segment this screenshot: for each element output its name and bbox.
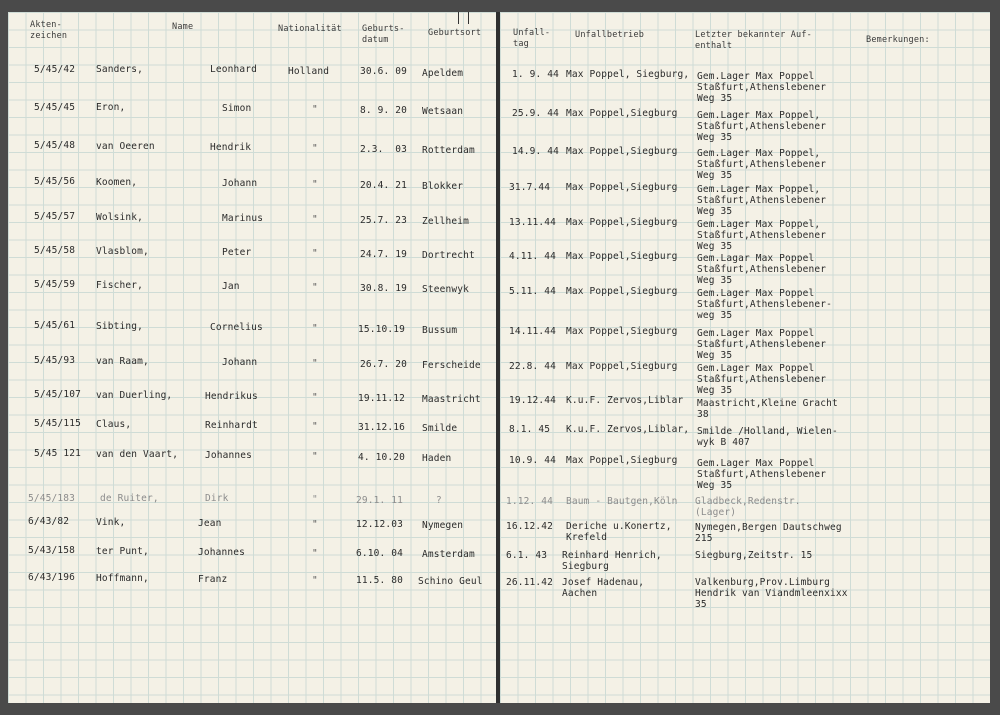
first-name: Peter bbox=[222, 247, 252, 258]
nationality: " bbox=[312, 248, 318, 259]
accident-date: 14.11.44 bbox=[509, 326, 556, 337]
last-address: Valkenburg,Prov.Limburg Hendrik van Viandmleenxixx 35 bbox=[695, 577, 848, 610]
first-name: Hendrik bbox=[210, 142, 252, 153]
accident-firm: K.u.F. Zervos,Liblar, bbox=[566, 424, 690, 435]
nationality: " bbox=[312, 358, 318, 369]
last-address: Gem.Lager Max Poppel, Staßfurt,Athenslebener Weg 35 bbox=[697, 184, 827, 217]
accident-date: 14.9. 44 bbox=[512, 146, 559, 157]
surname: van Raam, bbox=[96, 356, 149, 367]
header-aktenzeichen: Akten- zeichen bbox=[30, 20, 68, 41]
nationality: " bbox=[312, 214, 318, 225]
accident-date: 19.12.44 bbox=[509, 395, 556, 406]
nationality: " bbox=[312, 519, 318, 530]
nationality: " bbox=[312, 323, 318, 334]
surname: de Ruiter, bbox=[100, 493, 159, 504]
last-address: Gem.Lager Max Poppel Staßfurt,Athenslebener- weg 35 bbox=[697, 288, 832, 321]
accident-firm: Max Poppel,Siegburg bbox=[566, 108, 678, 119]
accident-date: 13.11.44 bbox=[509, 217, 556, 228]
surname: van Duerling, bbox=[96, 390, 173, 401]
fold-mark bbox=[458, 12, 459, 24]
birth-date: 30.6. 09 bbox=[360, 66, 407, 77]
last-address: Gem.Lager Max Poppel, Staßfurt,Athenslebener Weg 35 bbox=[697, 110, 827, 143]
last-address: Smilde /Holland, Wielen- wyk B 407 bbox=[697, 426, 838, 448]
nationality: " bbox=[312, 494, 318, 505]
last-address: Maastricht,Kleine Gracht 38 bbox=[697, 398, 838, 420]
birth-place: ? bbox=[436, 495, 442, 506]
page-gutter bbox=[496, 12, 500, 703]
birth-place: Haden bbox=[422, 453, 452, 464]
birth-place: Ferscheide bbox=[422, 360, 481, 371]
first-name: Johannes bbox=[198, 547, 245, 558]
header-unfallbetrieb: Unfallbetrieb bbox=[575, 30, 645, 40]
header-geburtsdatum: Geburts- datum bbox=[362, 24, 405, 45]
surname: Fischer, bbox=[96, 280, 143, 291]
accident-firm: Josef Hadenau, Aachen bbox=[562, 577, 645, 599]
last-address: Gem.Lager Max Poppel, Staßfurt,Athenslebener Weg 35 bbox=[697, 148, 827, 181]
first-name: Johann bbox=[222, 178, 258, 189]
surname: Eron, bbox=[96, 102, 126, 113]
header-nationalitaet: Nationalität bbox=[278, 24, 342, 34]
aktenzeichen: 5/45/61 bbox=[34, 320, 76, 331]
aktenzeichen: 5/43/158 bbox=[28, 545, 75, 556]
first-name: Johann bbox=[222, 357, 258, 368]
nationality: " bbox=[312, 179, 318, 190]
accident-date: 5.11. 44 bbox=[509, 286, 556, 297]
first-name: Simon bbox=[222, 103, 252, 114]
header-name: Name bbox=[172, 22, 194, 32]
last-address: Gem.Lager Max Poppel Staßfurt,Athenslebener Weg 35 bbox=[697, 363, 827, 396]
nationality: " bbox=[312, 451, 318, 462]
surname: Koomen, bbox=[96, 177, 138, 188]
nationality: Holland bbox=[288, 66, 330, 77]
accident-firm: Max Poppel,Siegburg bbox=[566, 455, 678, 466]
aktenzeichen: 5/45/56 bbox=[34, 176, 76, 187]
accident-firm: Deriche u.Konertz, Krefeld bbox=[566, 521, 672, 543]
birth-date: 2.3. 03 bbox=[360, 144, 407, 155]
birth-date: 4. 10.20 bbox=[358, 452, 405, 463]
nationality: " bbox=[312, 104, 318, 115]
last-address: Gladbeck,Redenstr. (Lager) bbox=[695, 496, 801, 518]
accident-firm: K.u.F. Zervos,Liblar bbox=[566, 395, 684, 406]
header-unfalltag: Unfall- tag bbox=[513, 28, 551, 49]
birth-date: 20.4. 21 bbox=[360, 180, 407, 191]
birth-date: 26.7. 20 bbox=[360, 359, 407, 370]
accident-firm: Max Poppel, Siegburg, bbox=[566, 69, 690, 80]
birth-date: 6.10. 04 bbox=[356, 548, 403, 559]
aktenzeichen: 5/45/48 bbox=[34, 140, 76, 151]
birth-date: 31.12.16 bbox=[358, 422, 405, 433]
header-geburtsort: Geburtsort bbox=[428, 28, 482, 38]
accident-firm: Baum - Bautgen,Köln bbox=[566, 496, 678, 507]
first-name: Jan bbox=[222, 281, 240, 292]
accident-date: 6.1. 43 bbox=[506, 550, 548, 561]
surname: Sanders, bbox=[96, 64, 143, 75]
surname: Wolsink, bbox=[96, 212, 143, 223]
accident-firm: Max Poppel,Siegburg bbox=[566, 286, 678, 297]
aktenzeichen: 6/43/196 bbox=[28, 572, 75, 583]
nationality: " bbox=[312, 282, 318, 293]
last-address: Gem.Lager Max Poppel Staßfurt,Athenslebener Weg 35 bbox=[697, 458, 827, 491]
first-name: Hendrikus bbox=[205, 391, 258, 402]
accident-firm: Max Poppel,Siegburg bbox=[566, 182, 678, 193]
header-letzter-aufenthalt: Letzter bekannter Auf- enthalt bbox=[695, 30, 812, 51]
accident-firm: Max Poppel,Siegburg bbox=[566, 146, 678, 157]
birth-date: 30.8. 19 bbox=[360, 283, 407, 294]
aktenzeichen: 5/45 121 bbox=[34, 448, 81, 459]
first-name: Marinus bbox=[222, 213, 264, 224]
accident-date: 22.8. 44 bbox=[509, 361, 556, 372]
accident-date: 26.11.42 bbox=[506, 577, 553, 588]
aktenzeichen: 5/45/183 bbox=[28, 493, 75, 504]
last-address: Gem.Lager Max Poppel, Staßfurt,Athenslebener Weg 35 bbox=[697, 219, 827, 252]
first-name: Jean bbox=[198, 518, 222, 529]
birth-date: 8. 9. 20 bbox=[360, 105, 407, 116]
birth-place: Smilde bbox=[422, 423, 458, 434]
aktenzeichen: 5/45/58 bbox=[34, 245, 76, 256]
birth-place: Dortrecht bbox=[422, 250, 475, 261]
birth-place: Zellheim bbox=[422, 216, 469, 227]
birth-place: Bussum bbox=[422, 325, 458, 336]
header-bemerkungen: Bemerkungen: bbox=[866, 35, 930, 45]
first-name: Dirk bbox=[205, 493, 229, 504]
aktenzeichen: 6/43/82 bbox=[28, 516, 70, 527]
birth-place: Schino Geul bbox=[418, 576, 483, 587]
nationality: " bbox=[312, 421, 318, 432]
surname: Vlasblom, bbox=[96, 246, 149, 257]
accident-date: 1. 9. 44 bbox=[512, 69, 559, 80]
surname: van den Vaart, bbox=[96, 449, 179, 460]
birth-date: 25.7. 23 bbox=[360, 215, 407, 226]
birth-date: 15.10.19 bbox=[358, 324, 405, 335]
birth-date: 29.1. 11 bbox=[356, 495, 403, 506]
first-name: Franz bbox=[198, 574, 228, 585]
birth-date: 11.5. 80 bbox=[356, 575, 403, 586]
accident-date: 31.7.44 bbox=[509, 182, 551, 193]
birth-place: Steenwyk bbox=[422, 284, 469, 295]
aktenzeichen: 5/45/115 bbox=[34, 418, 81, 429]
surname: Claus, bbox=[96, 419, 132, 430]
accident-firm: Max Poppel,Siegburg bbox=[566, 326, 678, 337]
birth-place: Nymegen bbox=[422, 520, 464, 531]
accident-firm: Max Poppel,Siegburg bbox=[566, 217, 678, 228]
accident-date: 4.11. 44 bbox=[509, 251, 556, 262]
aktenzeichen: 5/45/59 bbox=[34, 279, 76, 290]
fold-mark bbox=[468, 12, 469, 24]
aktenzeichen: 5/45/107 bbox=[34, 389, 81, 400]
surname: ter Punt, bbox=[96, 546, 149, 557]
accident-firm: Max Poppel,Siegburg bbox=[566, 251, 678, 262]
birth-place: Maastricht bbox=[422, 394, 481, 405]
last-address: Gem.Lagar Max Poppel Staßfurt,Athenslebener Weg 35 bbox=[697, 253, 827, 286]
accident-date: 8.1. 45 bbox=[509, 424, 551, 435]
birth-place: Apeldem bbox=[422, 68, 464, 79]
accident-date: 10.9. 44 bbox=[509, 455, 556, 466]
nationality: " bbox=[312, 575, 318, 586]
birth-place: Rotterdam bbox=[422, 145, 475, 156]
aktenzeichen: 5/45/57 bbox=[34, 211, 76, 222]
surname: van Oeeren bbox=[96, 141, 155, 152]
birth-date: 12.12.03 bbox=[356, 519, 403, 530]
accident-date: 16.12.42 bbox=[506, 521, 553, 532]
accident-firm: Reinhard Henrich, Siegburg bbox=[562, 550, 662, 572]
nationality: " bbox=[312, 143, 318, 154]
accident-date: 25.9. 44 bbox=[512, 108, 559, 119]
surname: Vink, bbox=[96, 517, 126, 528]
accident-firm: Max Poppel,Siegburg bbox=[566, 361, 678, 372]
first-name: Cornelius bbox=[210, 322, 263, 333]
last-address: Gem.Lager Max Poppel Staßfurt,Athenslebener Weg 35 bbox=[697, 328, 827, 361]
first-name: Johannes bbox=[205, 450, 252, 461]
last-address: Gem.Lager Max Poppel Staßfurt,Athenslebener Weg 35 bbox=[697, 71, 827, 104]
birth-place: Blokker bbox=[422, 181, 464, 192]
first-name: Leonhard bbox=[210, 64, 257, 75]
birth-date: 19.11.12 bbox=[358, 393, 405, 404]
last-address: Siegburg,Zeitstr. 15 bbox=[695, 550, 813, 561]
first-name: Reinhardt bbox=[205, 420, 258, 431]
accident-date: 1.12. 44 bbox=[506, 496, 553, 507]
surname: Hoffmann, bbox=[96, 573, 149, 584]
birth-place: Amsterdam bbox=[422, 549, 475, 560]
surname: Sibting, bbox=[96, 321, 143, 332]
nationality: " bbox=[312, 548, 318, 559]
last-address: Nymegen,Bergen Dautschweg 215 bbox=[695, 522, 842, 544]
birth-date: 24.7. 19 bbox=[360, 249, 407, 260]
aktenzeichen: 5/45/42 bbox=[34, 64, 76, 75]
aktenzeichen: 5/45/45 bbox=[34, 102, 76, 113]
nationality: " bbox=[312, 392, 318, 403]
aktenzeichen: 5/45/93 bbox=[34, 355, 76, 366]
birth-place: Wetsaan bbox=[422, 106, 464, 117]
